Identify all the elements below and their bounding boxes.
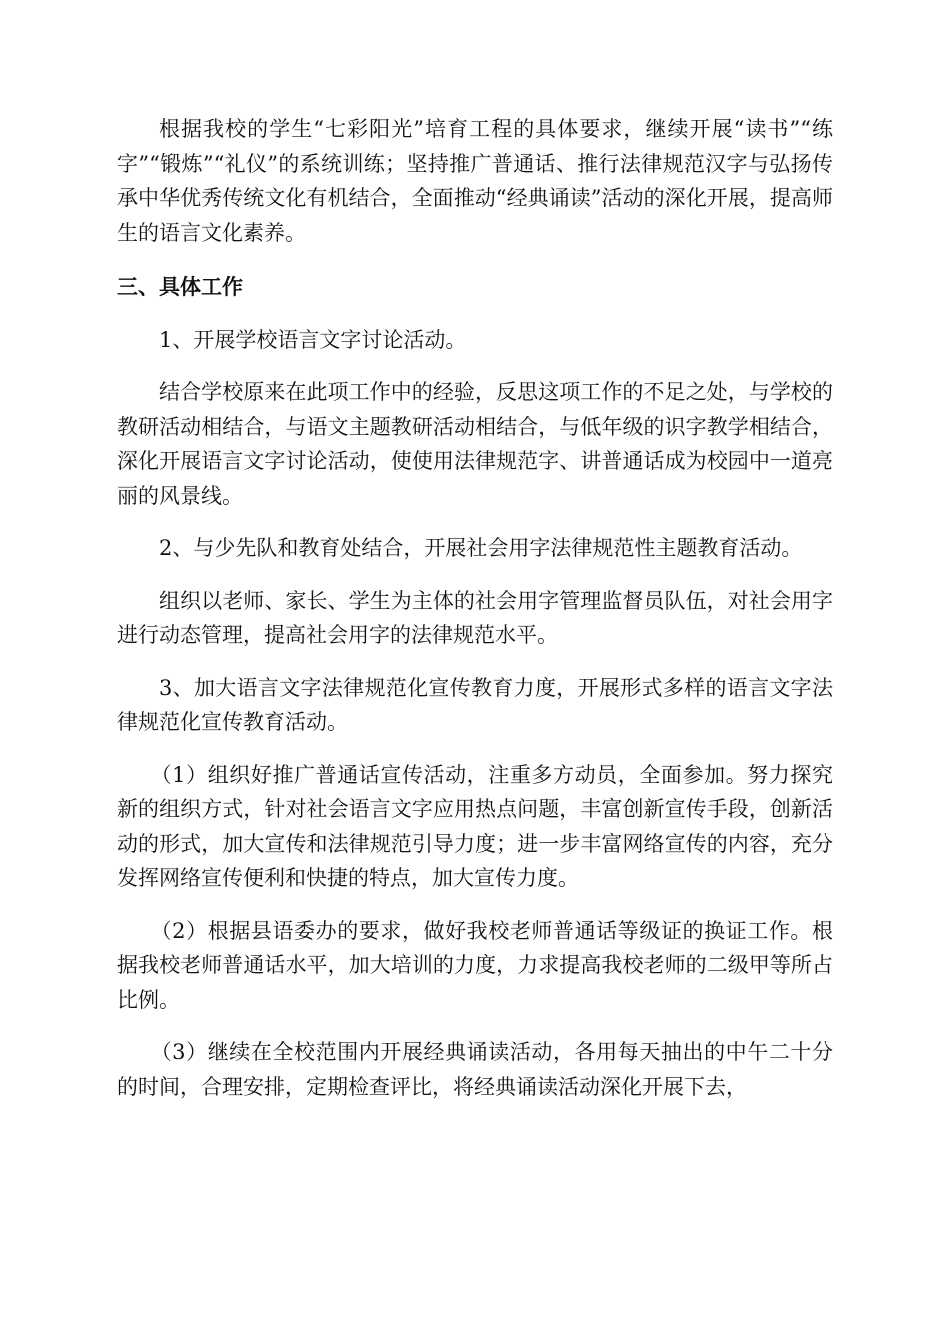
item-2-title: 2、与少先队和教育处结合，开展社会用字法律规范性主题教育活动。 — [159, 536, 803, 560]
item-2-body: 组织以老师、家长、学生为主体的社会用字管理监督员队伍，对社会用字进行动态管理，提高社会用字的法律规范水平。 — [117, 588, 833, 647]
item-1-title: 1、开展学校语言文字讨论活动。 — [159, 327, 467, 352]
item-3-sub-2: （2）根据县语委办的要求，做好我校老师普通话等级证的换证工作。根据我校老师普通话水平，加大培训的力度，力求提高我校老师的二级甲等所占比例。 — [117, 918, 833, 1012]
item-3-title: 3、加大语言文字法律规范化宣传教育力度，开展形式多样的语言文字法律规范化宣传教育活动。 — [117, 675, 833, 734]
intro-paragraph: 根据我校的学生“七彩阳光”培育工程的具体要求，继续开展“读书”“练字”“锻炼”“礼仪”的系统训练；坚持推广普通话、推行法律规范汉字与弘扬传承中华优秀传统文化有机结合，全面推动“经典诵读”活动的深化开展，提高师生的语言文化素养。 — [117, 117, 833, 245]
item-1-body: 结合学校原来在此项工作中的经验，反思这项工作的不足之处，与学校的教研活动相结合，与语文主题教研活动相结合，与低年级的识字教学相结合，深化开展语言文字讨论活动，使使用法律规范字、讲普通话成为校园中一道亮丽的风景线。 — [117, 380, 833, 508]
item-3-sub-3: （3）继续在全校范围内开展经典诵读活动，各用每天抽出的中午二十分的时间，合理安排，定期检查评比，将经典诵读活动深化开展下去， — [117, 1040, 833, 1099]
item-3-sub-1: （1）组织好推广普通话宣传活动，注重多方动员，全面参加。努力探究新的组织方式，针对社会语言文字应用热点问题，丰富创新宣传手段，创新活动的形式，加大宣传和法律规范引导力度；进一步丰富网络宣传的内容，充分发挥网络宣传便利和快捷的特点，加大宣传力度。 — [117, 762, 833, 890]
section-heading-specific-work: 三、具体工作 — [117, 275, 243, 299]
document-page — [117, 112, 833, 1104]
